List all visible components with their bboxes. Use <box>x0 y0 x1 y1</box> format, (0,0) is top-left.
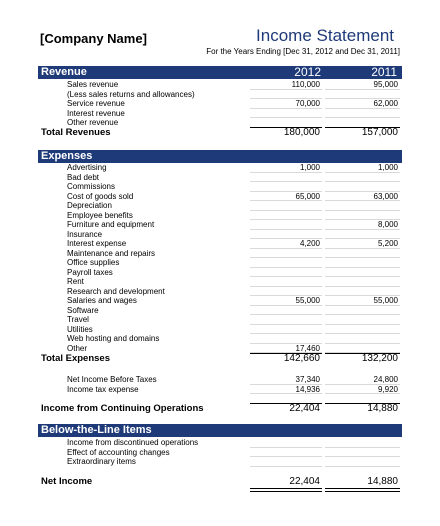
revenue-item-row <box>38 80 402 90</box>
net-income-2012: 22,404 <box>289 476 320 487</box>
expense-item-label: Insurance <box>67 229 103 239</box>
below-line-item-2012 <box>250 448 322 458</box>
below-line-item-row <box>38 457 402 467</box>
expense-item-2011 <box>325 287 400 297</box>
expense-item-2012: 1,000 <box>250 163 322 173</box>
below-line-item-label: Extraordinary items <box>67 457 136 466</box>
expense-item-2011 <box>325 211 400 221</box>
below-line-item-2011 <box>325 438 400 448</box>
net-income-row <box>38 475 402 488</box>
revenue-item-2011 <box>325 90 400 100</box>
total-revenues-2012: 180,000 <box>283 127 320 138</box>
expense-item-label: Software <box>67 305 99 315</box>
year-2012-label: 2012 <box>294 65 321 79</box>
expense-item-2011 <box>325 258 400 268</box>
below-line-item-row <box>38 448 402 458</box>
below-line-item-label: Income from discontinued operations <box>67 438 199 447</box>
expense-item-row <box>38 268 402 278</box>
total-expenses-label: Total Expenses <box>41 353 110 364</box>
below-line-item-2011 <box>325 457 400 467</box>
expense-item-row <box>38 163 402 173</box>
expense-item-label: Advertising <box>67 163 107 172</box>
expense-item-2012 <box>250 325 322 335</box>
expense-item-2012 <box>250 277 322 287</box>
expense-item-2011: 5,200 <box>325 239 400 249</box>
expense-item-label: Office supplies <box>67 258 120 267</box>
expense-item-label: Travel <box>67 315 89 324</box>
expense-item-2011 <box>325 230 400 240</box>
below-line-heading: Below-the-Line Items <box>41 424 152 436</box>
expense-item-2011 <box>325 277 400 287</box>
net-income-double-rule-2011 <box>325 488 400 492</box>
year-2011-label: 2011 <box>371 65 397 79</box>
continuing-operations-2011: 14,880 <box>367 403 398 414</box>
expense-item-row <box>38 211 402 221</box>
tax-item-label: Net Income Before Taxes <box>67 375 157 384</box>
expense-item-2012 <box>250 306 322 316</box>
revenue-item-row <box>38 90 402 100</box>
expense-item-row <box>38 325 402 335</box>
expense-item-label: Salaries and wages <box>67 296 137 305</box>
expense-item-row <box>38 334 402 344</box>
total-revenues-2011: 157,000 <box>361 127 398 138</box>
expense-item-row <box>38 315 402 325</box>
expense-item-2011: 1,000 <box>325 163 400 173</box>
expense-item-2012: 65,000 <box>250 192 322 202</box>
expense-item-2012: 4,200 <box>250 239 322 249</box>
expense-item-row <box>38 249 402 259</box>
below-line-item-row <box>38 438 402 448</box>
expense-item-label: Utilities <box>67 324 93 334</box>
statement-subtitle: For the Years Ending [Dec 31, 2012 and Dec 31, 2011] <box>206 47 400 56</box>
expense-item-label: Depreciation <box>67 201 112 210</box>
expense-item-2012 <box>250 220 322 230</box>
expense-item-row <box>38 220 402 230</box>
expense-item-2012 <box>250 230 322 240</box>
expense-item-2011 <box>325 173 400 183</box>
revenue-heading: Revenue <box>41 66 87 78</box>
tax-item-2011: 9,920 <box>325 385 400 395</box>
total-expenses-2011: 132,200 <box>361 353 398 364</box>
expense-item-2012 <box>250 201 322 211</box>
tax-item-label: Income tax expense <box>67 384 139 394</box>
expense-item-2011 <box>325 268 400 278</box>
expense-item-label: Furniture and equipment <box>67 220 155 229</box>
total-expenses-row <box>38 352 402 365</box>
expense-item-row <box>38 287 402 297</box>
expense-item-2012 <box>250 258 322 268</box>
expense-item-row <box>38 258 402 268</box>
expense-item-2011 <box>325 306 400 316</box>
total-revenues-row <box>38 126 402 139</box>
total-revenues-label: Total Revenues <box>41 127 111 138</box>
expense-item-label: Rent <box>67 277 84 286</box>
revenue-item-label: Service revenue <box>67 99 125 108</box>
total-expenses-2012: 142,660 <box>283 353 320 364</box>
tax-item-row <box>38 385 402 395</box>
tax-item-row <box>38 375 402 385</box>
revenue-item-2011: 62,000 <box>325 99 400 109</box>
expense-item-label: Employee benefits <box>67 210 133 220</box>
below-line-header <box>38 424 402 437</box>
expense-item-2011 <box>325 249 400 259</box>
revenue-item-2011 <box>325 109 400 119</box>
expense-item-2011 <box>325 334 400 344</box>
expense-item-row <box>38 182 402 192</box>
revenue-item-2012: 70,000 <box>250 99 322 109</box>
continuing-operations-row <box>38 402 402 415</box>
expense-item-2011 <box>325 201 400 211</box>
below-line-item-2011 <box>325 448 400 458</box>
revenue-item-2012 <box>250 90 322 100</box>
expense-item-2011: 63,000 <box>325 192 400 202</box>
revenue-item-label: Interest revenue <box>67 108 125 118</box>
expense-item-label: Other <box>67 343 88 353</box>
net-income-label: Net Income <box>41 476 93 487</box>
expense-item-row <box>38 306 402 316</box>
expense-item-row <box>38 173 402 183</box>
expense-item-row <box>38 201 402 211</box>
net-income-double-rule-2012 <box>250 488 322 492</box>
continuing-operations-label: Income from Continuing Operations <box>41 403 204 414</box>
expense-item-2011: 55,000 <box>325 296 400 306</box>
expense-item-label: Maintenance and repairs <box>67 248 156 258</box>
tax-item-2011: 24,800 <box>325 375 400 385</box>
revenue-item-label: Sales revenue <box>67 80 119 89</box>
expense-item-label: Web hosting and domains <box>67 334 160 343</box>
expense-item-row <box>38 192 402 202</box>
expense-item-2012 <box>250 211 322 221</box>
expense-item-2011 <box>325 182 400 192</box>
tax-item-2012: 37,340 <box>250 375 322 385</box>
expense-item-2012 <box>250 287 322 297</box>
revenue-item-2012 <box>250 109 322 119</box>
revenue-item-label: (Less sales returns and allowances) <box>67 89 195 99</box>
below-line-item-2012 <box>250 457 322 467</box>
revenue-item-2012: 110,000 <box>250 80 322 90</box>
expense-item-2012 <box>250 334 322 344</box>
expenses-header <box>38 150 402 163</box>
expense-item-2012 <box>250 173 322 183</box>
expense-item-row <box>38 230 402 240</box>
company-name: [Company Name] <box>40 31 147 46</box>
expense-item-label: Research and development <box>67 286 165 296</box>
expense-item-label: Bad debt <box>67 172 100 182</box>
expense-item-row <box>38 296 402 306</box>
revenue-item-row <box>38 109 402 119</box>
expense-item-2012 <box>250 182 322 192</box>
tax-item-2012: 14,936 <box>250 385 322 395</box>
expense-item-2012 <box>250 249 322 259</box>
expense-item-2012 <box>250 315 322 325</box>
below-line-item-2012 <box>250 438 322 448</box>
expense-item-2011 <box>325 315 400 325</box>
below-line-item-label: Effect of accounting changes <box>67 447 170 457</box>
revenue-item-label: Other revenue <box>67 118 119 127</box>
expense-item-row <box>38 277 402 287</box>
revenue-item-2011: 95,000 <box>325 80 400 90</box>
net-income-2011: 14,880 <box>367 476 398 487</box>
expense-item-2012: 55,000 <box>250 296 322 306</box>
revenue-item-row <box>38 99 402 109</box>
expense-item-label: Payroll taxes <box>67 267 113 277</box>
statement-title: Income Statement <box>256 26 394 45</box>
expense-item-2011: 8,000 <box>325 220 400 230</box>
expense-item-label: Cost of goods sold <box>67 191 134 201</box>
expense-item-label: Interest expense <box>67 239 127 248</box>
expense-item-2012 <box>250 268 322 278</box>
revenue-header <box>38 66 402 79</box>
continuing-operations-2012: 22,404 <box>289 403 320 414</box>
expense-item-2012: 17,460 <box>250 344 322 354</box>
expenses-heading: Expenses <box>41 150 93 162</box>
expense-item-row <box>38 239 402 249</box>
expense-item-label: Commissions <box>67 182 116 191</box>
expense-item-2011 <box>325 325 400 335</box>
